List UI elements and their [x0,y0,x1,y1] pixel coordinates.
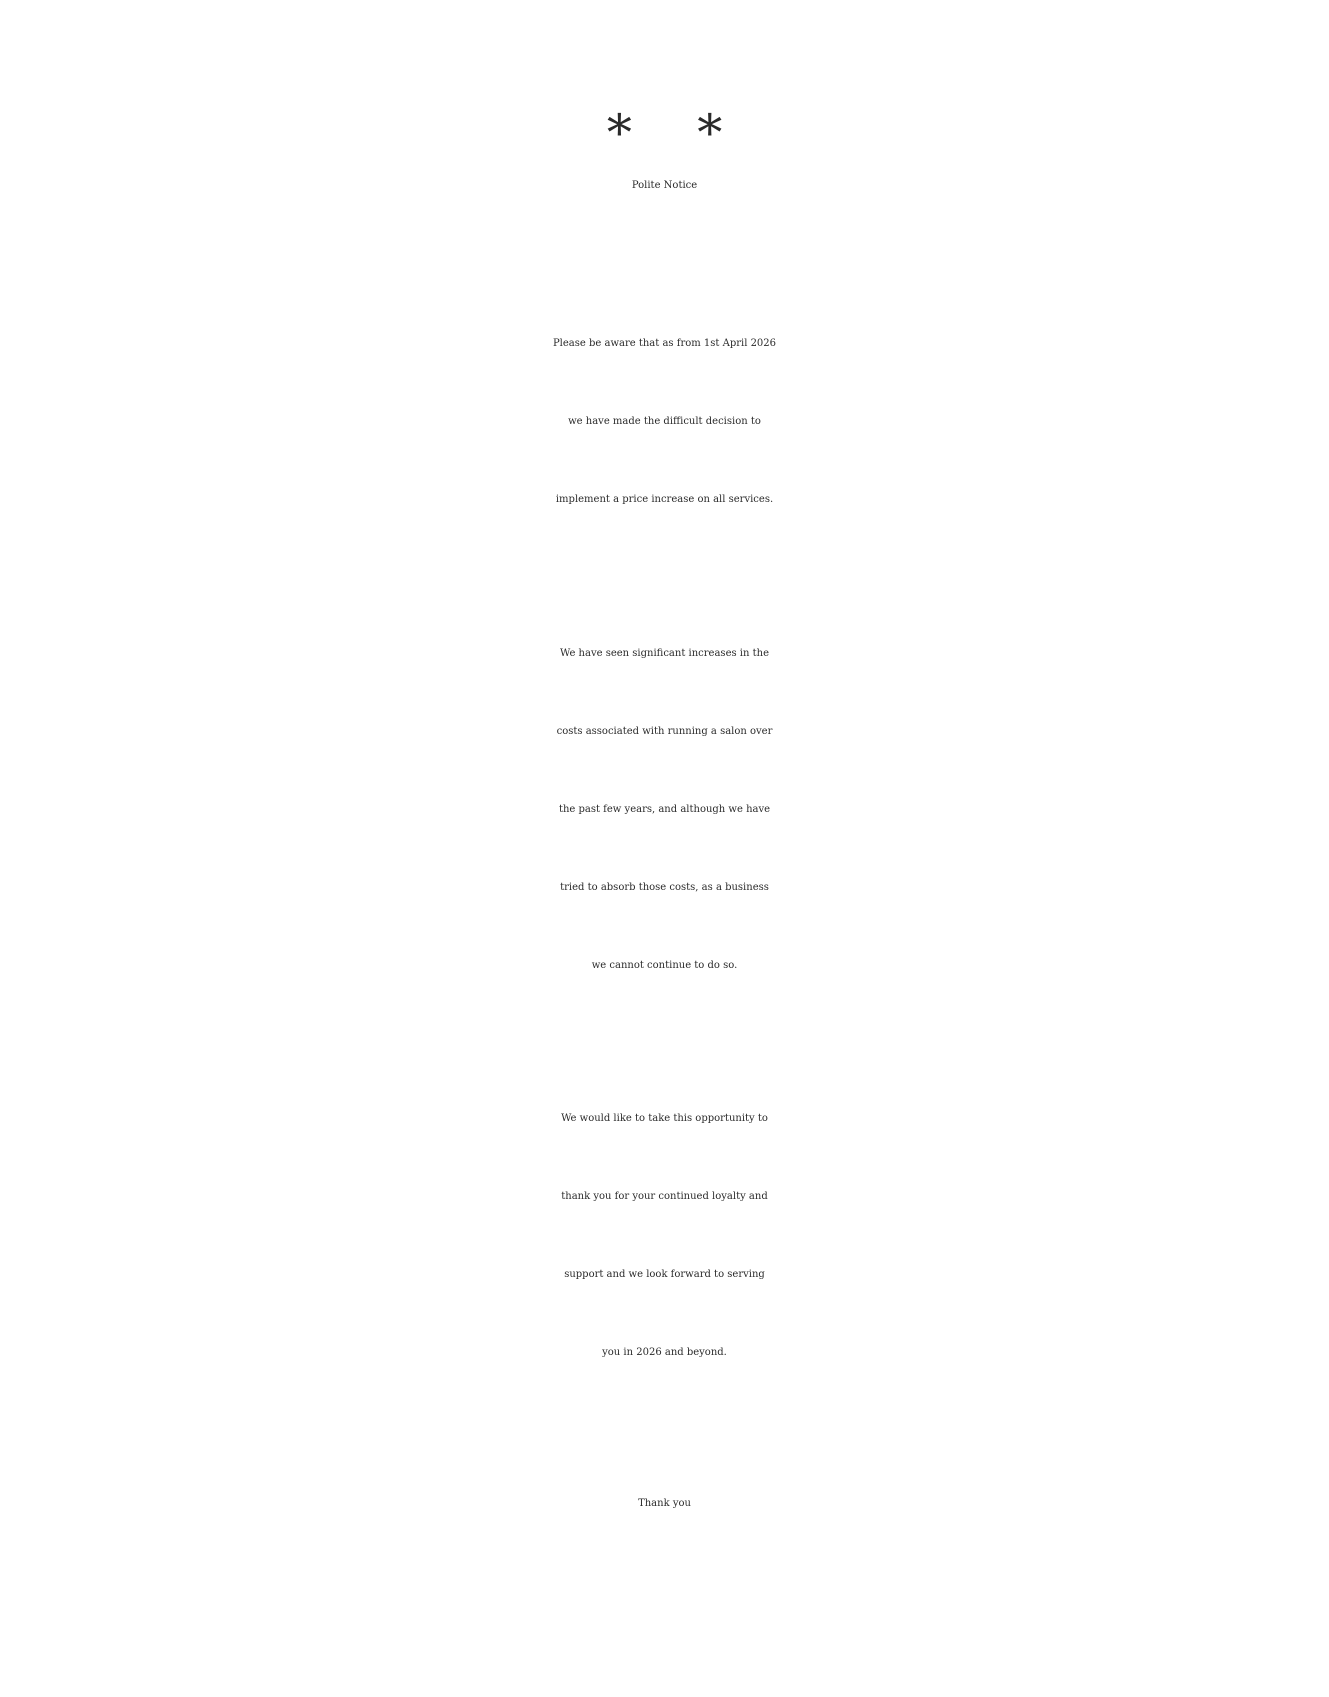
paragraph-line: thank you for your continued loyalty and [561,1191,768,1202]
paragraph-line: tried to absorb those costs, as a business [560,882,769,893]
paragraph-line: Please be aware that as from 1st April 2026 [552,338,777,349]
paragraph-line: the past few years, and although we have [558,804,771,815]
thanks-paragraph [0,1080,1329,1392]
paragraph-line: we have made the difficult decision to [568,416,761,427]
paragraph-line: implement a price increase on all services. [555,494,774,505]
paragraph-line: We have seen significant increases in the [560,648,769,659]
costs-paragraph [0,615,1329,1005]
title-star-right: * [697,104,723,162]
title-text: Polite Notice [631,180,698,191]
paragraph-line: We would like to take this opportunity to [561,1113,768,1124]
paragraph-line: we cannot continue to do so. [591,960,738,971]
title-star-left: * [606,104,632,162]
paragraph-line: you in 2026 and beyond. [602,1347,727,1358]
price-increase-paragraph [0,305,1329,539]
closing-text: Thank you [638,1498,691,1509]
notice-title [0,105,1329,192]
paragraph-line: support and we look forward to serving [564,1269,765,1280]
paragraph-line: costs associated with running a salon over [556,726,773,737]
